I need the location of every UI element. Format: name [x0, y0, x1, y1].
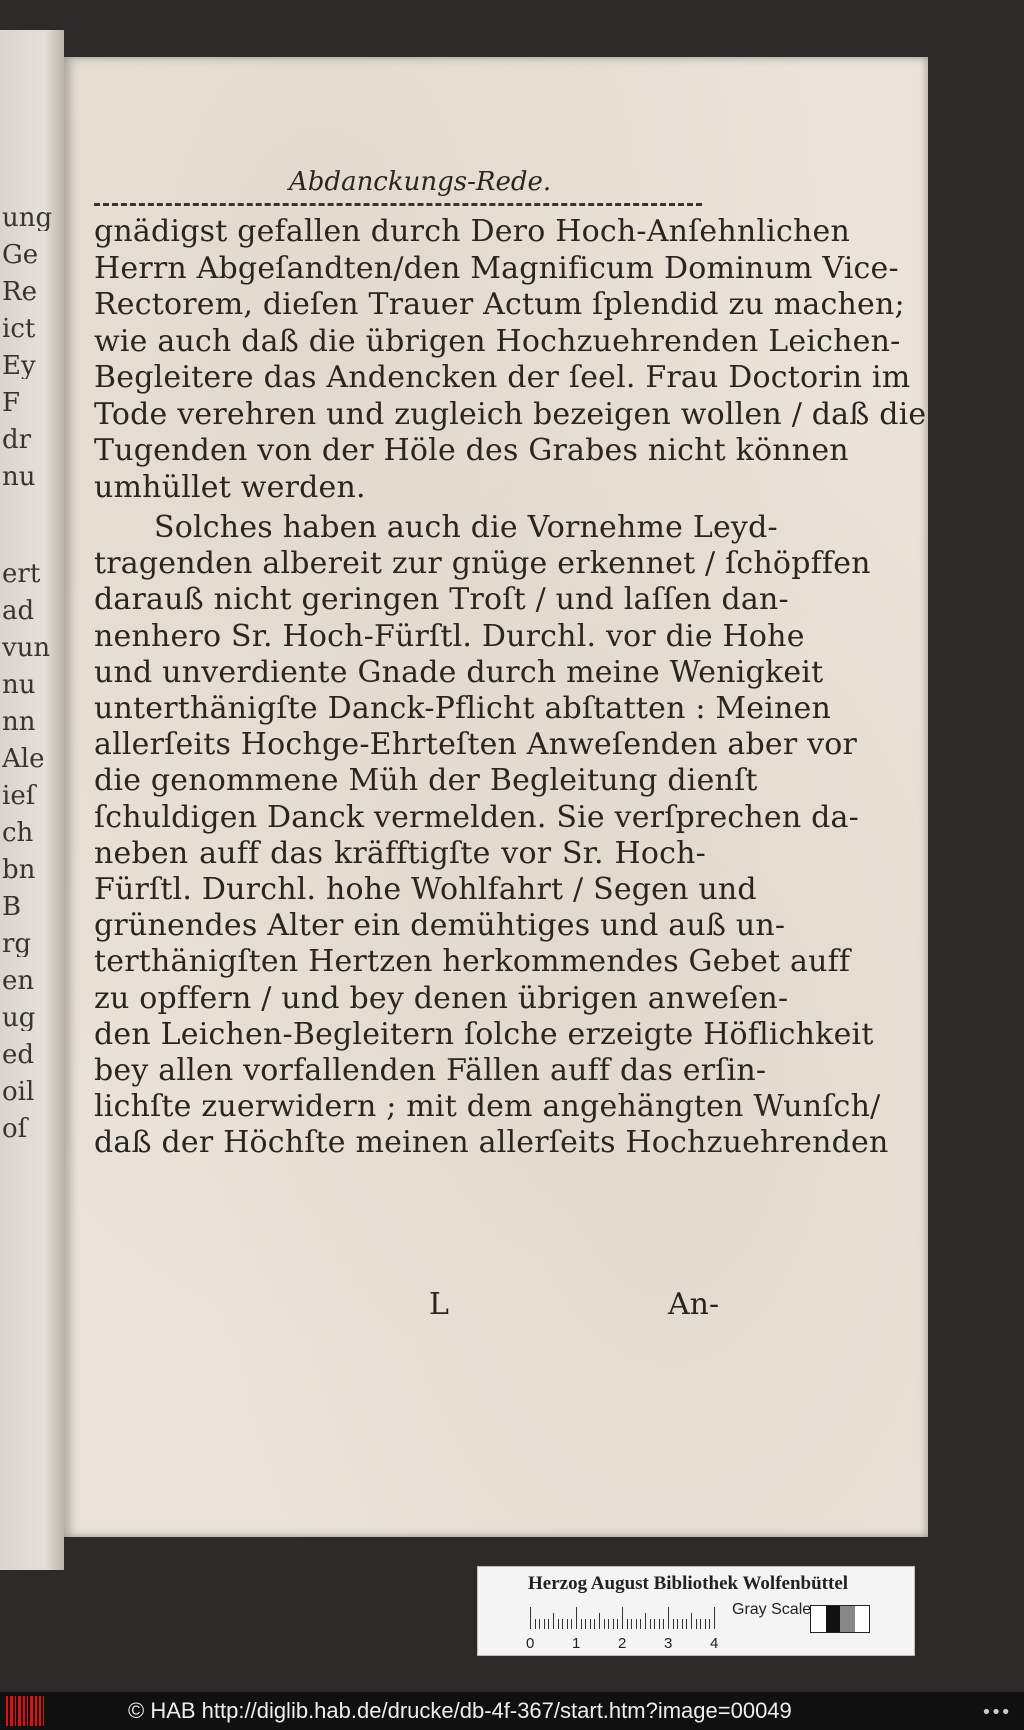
left-page-fragment: ict — [2, 316, 36, 342]
scale-number: 0 — [526, 1635, 535, 1652]
text-line: darauß nicht geringen Troſt / und laſſen dan- — [94, 582, 789, 618]
left-page-fragment: Re — [2, 279, 37, 305]
scale-number: 4 — [710, 1635, 719, 1652]
text-line: den Leichen-Begleitern ſolche erzeigte Höflichkeit — [94, 1016, 874, 1052]
ruler-tick — [705, 1619, 706, 1629]
text-line: umhüllet werden. — [94, 469, 366, 505]
scale-number: 2 — [618, 1635, 627, 1652]
gray-patch — [855, 1606, 870, 1632]
ruler-tick — [668, 1607, 669, 1629]
text-line: wie auch daß die übrigen Hochzuehrenden Leichen- — [94, 323, 901, 359]
text-line: Solches haben auch die Vornehme Leyd- — [154, 510, 778, 545]
ruler-tick — [686, 1619, 687, 1629]
scale-number: 1 — [572, 1635, 581, 1652]
text-line: zu opffern / und bey denen übrigen anweſen- — [94, 980, 789, 1016]
ruler-tick — [567, 1619, 568, 1629]
text-line: gnädigst gefallen durch Dero Hoch-Anſehnlichen — [94, 214, 850, 249]
left-page-fragment: vun — [2, 635, 51, 661]
ruler-tick — [562, 1619, 563, 1629]
document-page — [64, 57, 928, 1537]
left-page-fragment: nu — [2, 464, 36, 490]
ruler-tick — [590, 1619, 591, 1629]
left-page-fragment: F — [2, 390, 21, 416]
left-page-fragment: oil — [2, 1079, 35, 1105]
gray-patch — [826, 1606, 841, 1632]
ruler-tick — [645, 1613, 646, 1629]
text-line: allerſeits Hochge-Ehrteſten Anweſenden aber vor — [94, 727, 858, 763]
ruler-tick — [627, 1619, 628, 1629]
ruler-tick — [535, 1619, 536, 1629]
ruler-tick — [576, 1607, 577, 1629]
barcode-icon — [6, 1696, 46, 1726]
left-page-fragment: rg — [2, 931, 32, 957]
ruler-tick — [613, 1619, 614, 1629]
ruler-tick — [622, 1607, 623, 1629]
text-line: nenhero Sr. Hoch-Fürſtl. Durchl. vor die Hohe — [94, 618, 805, 654]
text-line: lichſte zuerwidern ; mit dem angehängten Wunſch/ — [94, 1089, 881, 1125]
text-line: Fürſtl. Durchl. hohe Wohlfahrt / Segen und — [94, 872, 757, 907]
left-page-fragment: ung — [2, 205, 53, 231]
text-line: terthänigſten Hertzen herkommendes Gebet auff — [94, 944, 851, 980]
left-page-fragment: Ale — [2, 746, 45, 772]
ruler-tick — [599, 1613, 600, 1629]
ruler-tick — [548, 1619, 549, 1629]
left-page-fragment: nn — [2, 709, 36, 735]
text-line: Herrn Abgeſandten/den Magnificum Dominum Vice- — [94, 250, 899, 286]
ruler-tick — [604, 1619, 605, 1629]
ruler-tick — [571, 1619, 572, 1629]
ruler-tick — [700, 1619, 701, 1629]
ruler-tick — [709, 1619, 710, 1629]
text-line: unterthänigſte Danck-Pflicht abſtatten : Meinen — [94, 691, 832, 726]
ruler-tick — [581, 1619, 582, 1629]
gray-scale-label: Gray Scale — [732, 1601, 812, 1618]
text-line: grünendes Alter ein demühtiges und auß un- — [94, 908, 786, 944]
text-line: Begleitere das Andencken der ſeel. Frau Doctorin im — [94, 360, 911, 395]
ruler-tick — [530, 1607, 531, 1629]
gray-patch — [811, 1606, 826, 1632]
left-page-fragment: ug — [2, 1005, 36, 1031]
ruler-tick — [558, 1619, 559, 1629]
left-facing-page — [0, 30, 64, 1570]
color-calibration-card — [477, 1566, 915, 1656]
ruler-tick — [539, 1619, 540, 1629]
scale-ruler — [530, 1607, 720, 1629]
ruler-tick — [640, 1619, 641, 1629]
left-page-fragment: ed — [2, 1042, 35, 1068]
text-line: tragenden albereit zur gnüge erkennet / ſchöpffen — [94, 546, 871, 582]
ruler-tick — [585, 1619, 586, 1629]
text-line: Tode verehren und zugleich bezeigen wollen / daß die — [94, 396, 927, 432]
status-bar — [0, 1692, 1024, 1730]
card-title: Herzog August Bibliothek Wolfenbüttel — [528, 1573, 849, 1594]
left-page-fragment: B — [2, 894, 22, 920]
ruler-tick — [594, 1619, 595, 1629]
ruler-tick — [553, 1613, 554, 1629]
ruler-tick — [696, 1619, 697, 1629]
text-line: daß der Höchſte meinen allerſeits Hochzuehrenden — [94, 1125, 889, 1161]
ruler-tick — [673, 1619, 674, 1629]
ruler-tick — [617, 1619, 618, 1629]
header-rule — [94, 203, 702, 206]
left-page-fragment: en — [2, 968, 35, 994]
ruler-tick — [677, 1619, 678, 1629]
ruler-tick — [654, 1619, 655, 1629]
gray-patch — [840, 1606, 855, 1632]
gray-scale-swatch — [810, 1605, 870, 1633]
left-page-fragment: ad — [2, 598, 35, 624]
text-line: und unverdiente Gnade durch meine Wenigkeit — [94, 654, 824, 690]
left-page-fragment: ieſ — [2, 783, 36, 809]
ruler-tick — [682, 1619, 683, 1629]
ruler-tick — [691, 1613, 692, 1629]
ruler-tick — [714, 1607, 715, 1629]
ruler-tick — [659, 1619, 660, 1629]
text-line: ſchuldigen Danck vermelden. Sie verſprechen da- — [94, 799, 859, 835]
scale-number: 3 — [664, 1635, 673, 1652]
ruler-tick — [544, 1619, 545, 1629]
ruler-tick — [663, 1619, 664, 1629]
left-page-fragment: bn — [2, 857, 36, 883]
text-line: die genommene Müh der Begleitung dienſt — [94, 763, 758, 799]
ruler-tick — [636, 1619, 637, 1629]
text-line: Tugenden von der Höle des Grabes nicht können — [94, 433, 849, 468]
running-header: Abdanckungs-Rede. — [289, 167, 552, 197]
left-page-fragment: Ey — [2, 353, 36, 379]
ruler-tick — [631, 1619, 632, 1629]
ruler-tick — [650, 1619, 651, 1629]
more-options-icon[interactable]: ••• — [981, 1702, 1010, 1723]
ruler-tick — [608, 1619, 609, 1629]
left-page-fragment: ch — [2, 820, 34, 846]
left-page-fragment: nu — [2, 672, 36, 698]
left-page-fragment: Ge — [2, 242, 39, 268]
text-line: bey allen vorfallenden Fällen auff das erſin- — [94, 1053, 767, 1088]
catchword: An- — [668, 1287, 720, 1322]
signature-mark: L — [429, 1287, 449, 1322]
left-page-fragment: dr — [2, 427, 32, 453]
left-page-fragment: ert — [2, 561, 41, 587]
copyright-url-text[interactable]: © HAB http://diglib.hab.de/drucke/db-4f-367/start.htm?image=00049 — [128, 1698, 792, 1723]
text-line: Rectorem, dieſen Trauer Actum ſplendid zu machen; — [94, 287, 905, 322]
text-line: neben auff das kräfftigſte vor Sr. Hoch- — [94, 835, 706, 871]
left-page-fragment: oſ — [2, 1116, 28, 1142]
